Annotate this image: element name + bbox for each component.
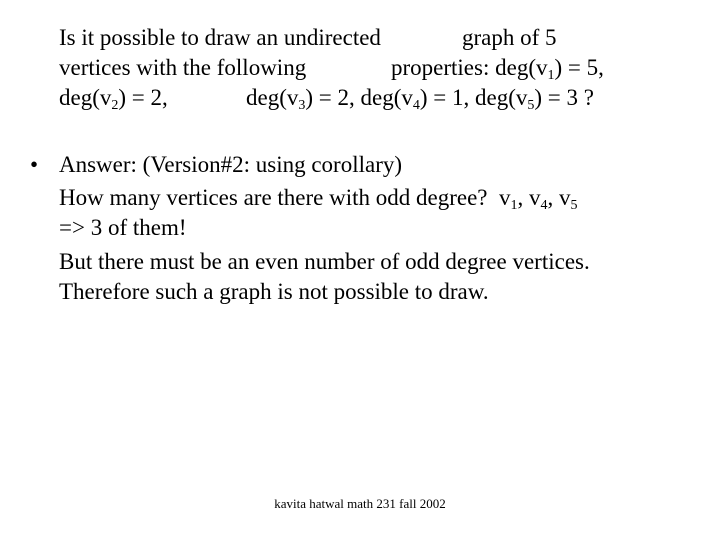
subscript: 1 xyxy=(510,198,518,213)
bullet-point: • xyxy=(30,152,39,177)
question-text: Is it possible to draw an undirected xyxy=(59,25,381,50)
answer-line-1 xyxy=(59,150,402,180)
question-text: deg(v xyxy=(59,85,112,110)
question-text: graph of 5 xyxy=(462,25,557,50)
question-text: vertices with the following xyxy=(59,55,307,80)
question-text: ) = 2, xyxy=(118,85,168,110)
question-line-2b xyxy=(391,53,604,83)
answer-text: But there must be an even number of odd degree vertices. xyxy=(59,249,590,274)
subscript: 5 xyxy=(570,198,578,213)
subscript: 2 xyxy=(111,98,119,113)
question-text: ) = 1, deg(v xyxy=(419,85,528,110)
question-line-1 xyxy=(59,23,381,53)
answer-line-5 xyxy=(59,277,489,307)
answer-line-2 xyxy=(59,183,578,213)
question-line-1b xyxy=(462,23,557,53)
subscript: 4 xyxy=(540,198,548,213)
answer-text: => 3 of them! xyxy=(59,215,187,240)
question-line-3 xyxy=(59,83,168,113)
answer-line-4 xyxy=(59,247,590,277)
answer-line-3 xyxy=(59,213,187,243)
question-text: ) = 2, deg(v xyxy=(305,85,413,110)
question-text: deg(v xyxy=(246,85,299,110)
question-line-3b xyxy=(246,83,594,113)
answer-text: Answer: (Version#2: using corollary) xyxy=(59,152,403,177)
subscript: 5 xyxy=(527,98,535,113)
subscript: 3 xyxy=(298,98,306,113)
answer-text: How many vertices are there with odd degree? v xyxy=(59,185,511,210)
subscript: 4 xyxy=(412,98,420,113)
slide-footer: kavita hatwal math 231 fall 2002 xyxy=(274,496,446,511)
question-line-2 xyxy=(59,53,306,83)
question-text: ) = 3 ? xyxy=(534,85,594,110)
answer-text: , v xyxy=(517,185,541,210)
answer-text: Therefore such a graph is not possible to draw. xyxy=(59,279,489,304)
subscript: 1 xyxy=(547,68,555,83)
answer-text: , v xyxy=(547,185,571,210)
question-text: properties: deg(v xyxy=(391,55,548,80)
question-text: ) = 5, xyxy=(554,55,604,80)
